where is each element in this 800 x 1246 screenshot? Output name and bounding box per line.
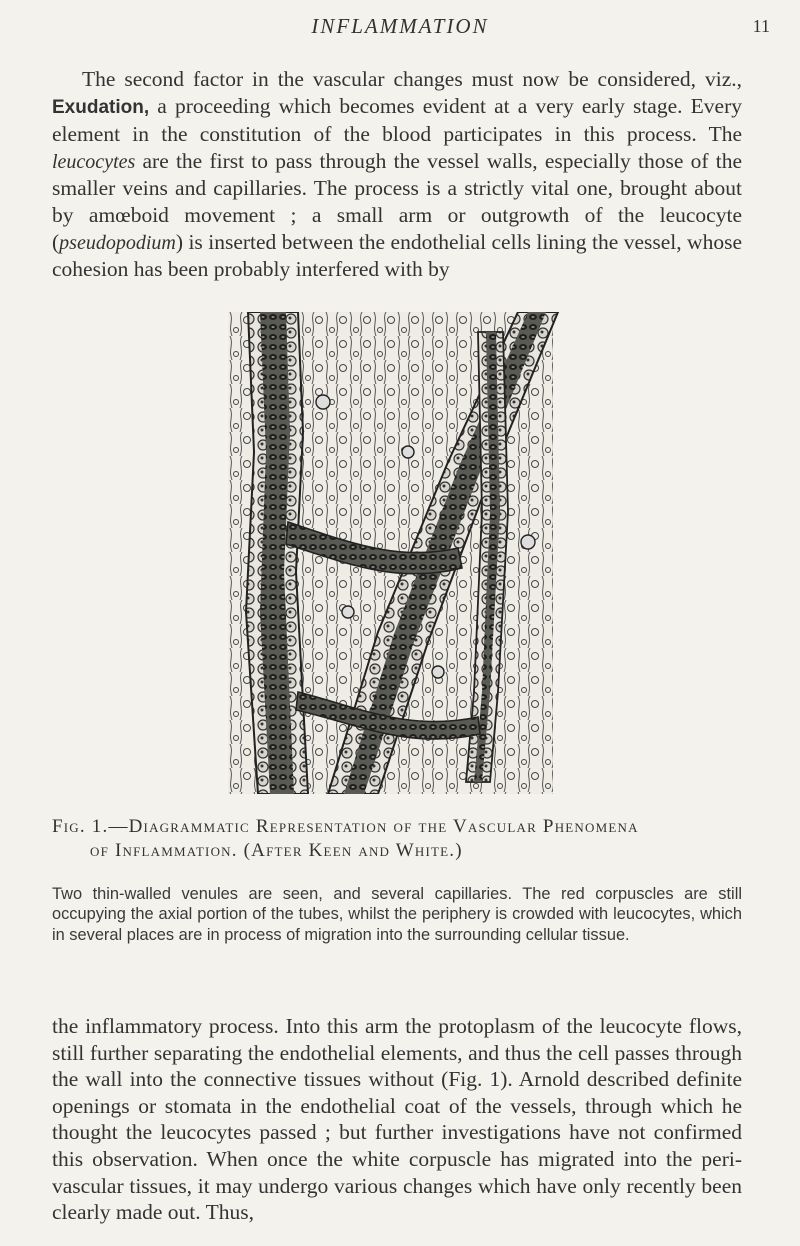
paragraph-top-part4: ) is inserted between the endothelial cells lining the vessel, whose cohesion has been probably interfered with by [52,229,742,282]
figure-label: Fig. 1. [52,816,109,837]
migrating-leucocyte [402,446,414,458]
figure-caption-body: Two thin-walled venules are seen, and several capillaries. The red corpuscles are still occupying the axial portion of the tubes, whilst the periphery is crowded with leucocytes, which in several places are in process of migration into the surrounding cellular tissue. [52,885,742,944]
figure-caption-title [52,815,752,863]
figure-illustration [228,312,788,794]
migrating-leucocyte [432,666,444,678]
page-number: 11 [752,16,770,36]
migrating-leucocyte [342,606,354,618]
figure-caption-line1: —Diagrammatic Representation of the Vascular Phenomena [108,816,639,837]
paragraph-top [52,66,742,283]
paragraph-top-part1: The second factor in the vascular changes must now be considered, viz., [82,67,742,91]
paragraph-bottom: the inflammatory process. Into this arm the protoplasm of the leucocyte flows, still further separating the endothelial elements, and thus the cell passes through the wall into the connective tissues without (Fig. 1). Arnold described definite openings or stomata in the endothelial coat of the vessels, through which he thought the leucocytes passed ; but further investigations have not confirmed this observation. When once the white corpuscle has migrated into the peri-vascular tissues, it may undergo various changes which have only recently been clearly made out. Thus, [52,1014,742,1225]
vascular-diagram [228,312,788,794]
paragraph-top-part3: are the first to pass through the vessel walls, especially those of the smaller veins and capillaries. The process is a strictly vital one, brought about by amœboid movement ; a small arm or outgrowth of the leucocyte ( [52,148,742,254]
term-pseudopodium: pseudopodium [59,231,176,254]
migrating-leucocyte [316,395,330,409]
paragraph-top-part2: a proceeding which becomes evident at a very early stage. Every element in the constitution of the blood participates in this process. The [52,93,743,147]
term-exudation: Exudation, [52,96,150,118]
term-leucocytes: leucocytes [52,150,136,173]
migrating-leucocyte [521,535,535,549]
figure-caption-line2: of Inflammation. (After Keen and White.) [90,840,463,861]
running-head: INFLAMMATION [311,14,489,38]
